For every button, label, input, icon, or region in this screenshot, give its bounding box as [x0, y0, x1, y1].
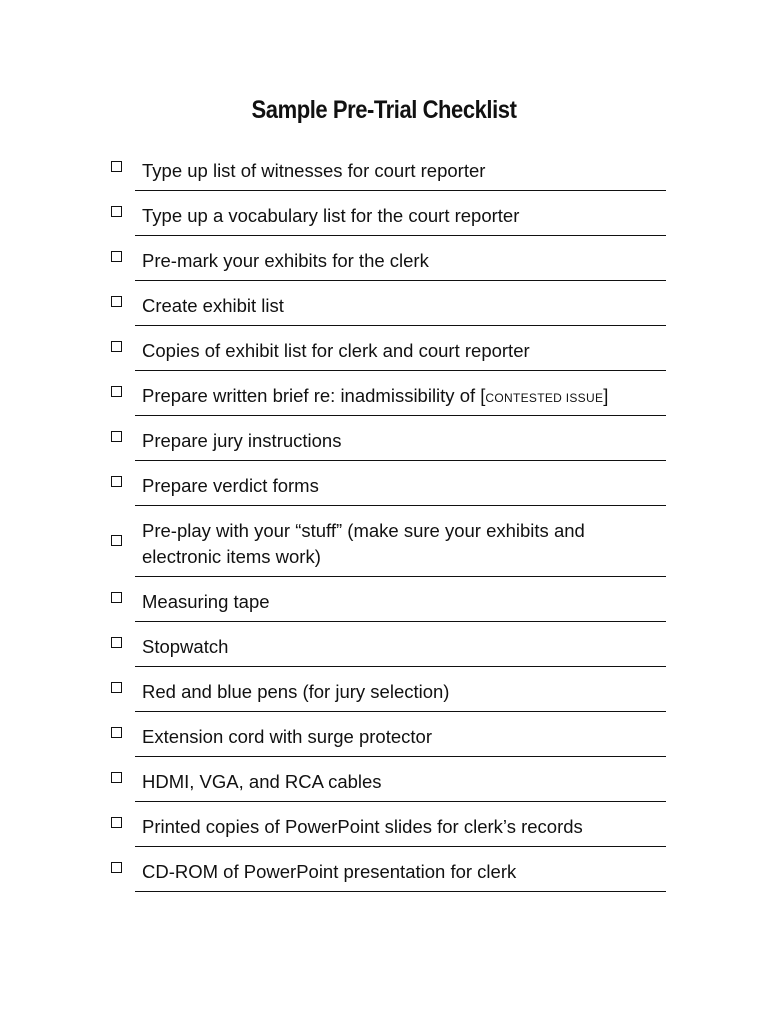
checklist-item: [0, 577, 768, 622]
checklist-item: [0, 416, 768, 461]
checklist-item-label: Printed copies of PowerPoint slides for clerk’s records: [142, 816, 583, 837]
checklist-item: [0, 326, 768, 371]
divider: [135, 891, 666, 893]
checkbox[interactable]: [111, 206, 122, 217]
checklist-item: [0, 191, 768, 236]
checkbox[interactable]: [111, 161, 122, 172]
checklist-item-label: Create exhibit list: [142, 295, 284, 316]
checklist-item-label: Extension cord with surge protector: [142, 726, 432, 747]
checklist-item-label-text: Prepare written brief re: inadmissibility of [: [142, 385, 486, 406]
checklist-item-label: Pre-mark your exhibits for the clerk: [142, 250, 429, 271]
checklist-item: [0, 236, 768, 281]
checklist-item: [0, 667, 768, 712]
checkbox[interactable]: [111, 296, 122, 307]
checklist-item-label: Measuring tape: [142, 591, 270, 612]
checkbox[interactable]: [111, 535, 122, 546]
checkbox[interactable]: [111, 682, 122, 693]
checklist-item-label: Red and blue pens (for jury selection): [142, 681, 450, 702]
checklist-item-label: HDMI, VGA, and RCA cables: [142, 771, 382, 792]
checklist-item: [0, 506, 768, 577]
checklist-item-label: Type up list of witnesses for court reporter: [142, 160, 486, 181]
checklist-item: [0, 757, 768, 802]
checklist-item: [0, 802, 768, 847]
checkbox[interactable]: [111, 251, 122, 262]
checkbox[interactable]: [111, 727, 122, 738]
checkbox[interactable]: [111, 817, 122, 828]
checklist-item: [0, 712, 768, 757]
checklist-item: [0, 461, 768, 506]
checklist-item: [0, 146, 768, 191]
checklist-item: [0, 281, 768, 326]
checklist-item: [0, 371, 768, 416]
checkbox[interactable]: [111, 592, 122, 603]
checklist-item-label: Prepare jury instructions: [142, 430, 342, 451]
checkbox[interactable]: [111, 637, 122, 648]
checklist-item-label: Copies of exhibit list for clerk and court reporter: [142, 340, 530, 361]
checklist-item: [0, 847, 768, 892]
page-title: Sample Pre-Trial Checklist: [251, 96, 517, 124]
checklist-item-label: Pre-play with your “stuff” (make sure your exhibits and electronic items work): [142, 520, 585, 567]
checkbox[interactable]: [111, 862, 122, 873]
placeholder-text: CONTESTED ISSUE: [485, 391, 604, 405]
checklist-item-label: Type up a vocabulary list for the court reporter: [142, 205, 520, 226]
checklist-item-label: CD-ROM of PowerPoint presentation for clerk: [142, 861, 517, 882]
closing-bracket: ]: [603, 385, 609, 406]
checkbox[interactable]: [111, 386, 122, 397]
checkbox[interactable]: [111, 341, 122, 352]
checklist-item-label: [142, 383, 662, 411]
checklist: [0, 146, 768, 892]
checklist-item-label: Stopwatch: [142, 636, 229, 657]
checkbox[interactable]: [111, 431, 122, 442]
checklist-item-label: Prepare verdict forms: [142, 475, 319, 496]
checklist-item: [0, 622, 768, 667]
checkbox[interactable]: [111, 476, 122, 487]
checkbox[interactable]: [111, 772, 122, 783]
